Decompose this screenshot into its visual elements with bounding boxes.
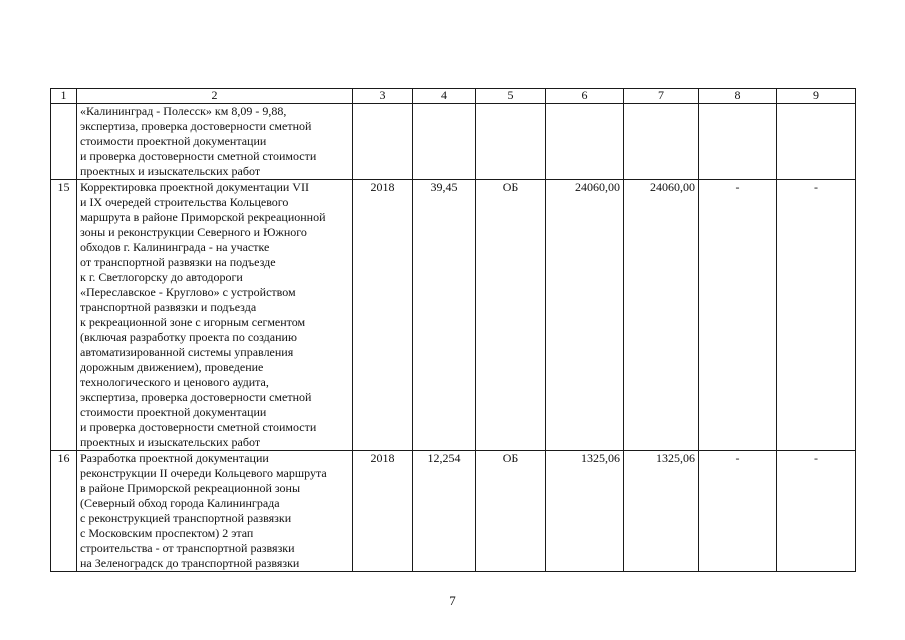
row-description: «Калининград - Полесск» км 8,09 - 9,88, экспертиза, проверка достоверности сметной стоимости проектной документации и проверка достоверности сметной стоимости проектных и изыскательских работ	[77, 104, 353, 180]
row-year	[353, 104, 413, 180]
row-col7: 1325,06	[624, 451, 699, 572]
header-row	[51, 89, 856, 104]
col-header-8: 8	[699, 89, 777, 104]
row-description: Разработка проектной документации реконструкции II очереди Кольцевого маршрута в районе Приморской рекреационной зоны (Северный обход города Калининграда с реконструкцией транспортной развязки с Московским проспектом) 2 этап строительства - от транспортной развязки на Зеленоградск до транспортной развязки	[77, 451, 353, 572]
col-header-9: 9	[777, 89, 856, 104]
row-col6: 24060,00	[546, 180, 624, 451]
row-col4: 39,45	[413, 180, 476, 451]
table-row	[51, 180, 856, 451]
row-col9: -	[777, 180, 856, 451]
row-number: 15	[51, 180, 77, 451]
row-col5: ОБ	[476, 180, 546, 451]
row-col8: -	[699, 451, 777, 572]
row-col6	[546, 104, 624, 180]
table-row	[51, 104, 856, 180]
table-row	[51, 451, 856, 572]
row-col9: -	[777, 451, 856, 572]
col-header-5: 5	[476, 89, 546, 104]
row-number: 16	[51, 451, 77, 572]
row-year: 2018	[353, 180, 413, 451]
row-col4: 12,254	[413, 451, 476, 572]
row-col5	[476, 104, 546, 180]
col-header-6: 6	[546, 89, 624, 104]
row-col4	[413, 104, 476, 180]
col-header-3: 3	[353, 89, 413, 104]
row-col9	[777, 104, 856, 180]
row-col7: 24060,00	[624, 180, 699, 451]
row-col5: ОБ	[476, 451, 546, 572]
col-header-2: 2	[77, 89, 353, 104]
row-col8	[699, 104, 777, 180]
projects-table	[50, 88, 856, 572]
row-col7	[624, 104, 699, 180]
col-header-4: 4	[413, 89, 476, 104]
col-header-7: 7	[624, 89, 699, 104]
page-number: 7	[449, 593, 456, 608]
row-description: Корректировка проектной документации VII и IX очередей строительства Кольцевого маршрута в районе Приморской рекреационной зоны и реконструкции Северного и Южного обходов г. Калининграда - на участке от транспортной развязки на подъезде к г. Светлогорску до автодороги «Переславское - Круглово» с устройством транспортной развязки и подъезда к рекреационной зоне с игорным сегментом (включая разработку проекта по созданию автоматизированной системы управления дорожным движением), проведение технологического и ценового аудита, экспертиза, проверка достоверности сметной стоимости проектной документации и проверка достоверности сметной стоимости проектных и изыскательских работ	[77, 180, 353, 451]
row-number	[51, 104, 77, 180]
row-col8: -	[699, 180, 777, 451]
row-col6: 1325,06	[546, 451, 624, 572]
row-year: 2018	[353, 451, 413, 572]
col-header-1: 1	[51, 89, 77, 104]
